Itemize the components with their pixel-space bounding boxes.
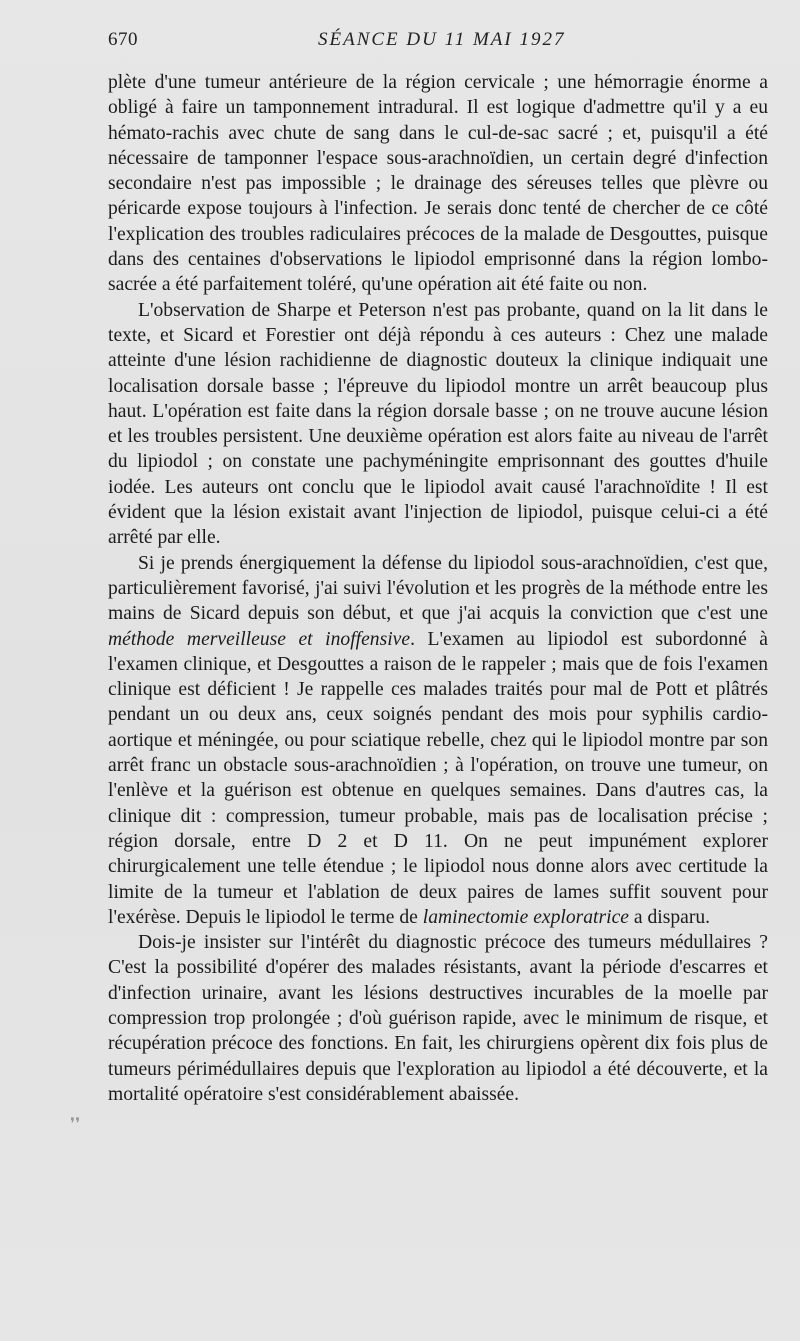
header-title: SÉANCE DU 11 MAI 1927 xyxy=(318,29,566,50)
emphasis-laminectomie: laminectomie exploratrice xyxy=(422,906,629,928)
body-text xyxy=(108,70,768,1107)
paragraph-text-segment: . L'examen au lipiodol est subordonné à l'examen clinique, et Desgouttes a raison de le rappeler ; mais que de fois l'examen clinique est déficient ! Je rappelle ces malades traités pour mal de Pott et plâtrés pendant un ou deux ans, ceux soignés pendant des mois pour syphilis cardio-aortique et méningée, ou pour sciatique rebelle, chez qui le lipiodol montre par son arrêt franc un obstacle sous-arachnoïdien ; à l'opération, on trouve une tumeur, on l'enlève et la guérison est obtenue en quelques semaines. Dans d'autres cas, la clinique dit : compression, tumeur probable, mais pas de localisation précise ; région dorsale, entre D 2 et D 11. On ne peut impunément explorer chirurgicalement une telle étendue ; le lipiodol nous donne alors avec certitude la limite de la tumeur et l'ablation de deux paires de lames suffit souvent pour l'exérèse. Depuis le lipiodol le terme de xyxy=(108,628,769,928)
paragraph-defense-lipiodol xyxy=(108,551,768,930)
running-header xyxy=(0,26,800,54)
page-number: 670 xyxy=(108,29,138,50)
paragraph-text-segment: a disparu. xyxy=(628,906,711,928)
emphasis-methode: méthode merveilleuse et inoffensive xyxy=(108,628,411,650)
paragraph-diagnostic-precoce: Dois-je insister sur l'intérêt du diagnostic précoce des tumeurs médullaires ? C'est la possibilité d'opérer des malades résistants, avant la période d'escarres et d'infection urinaire, avant les lésions destructives incurables de la moelle par compression trop prolongée ; d'où guérison rapide, avec le minimum de risque, et récupération précoce des fonctions. En fait, les chirurgiens opèrent dix fois plus de tumeurs périmédullaires depuis que l'exploration au lipiodol a été découverte, et la mortalité opératoire s'est considérablement abaissée. xyxy=(108,932,768,1105)
paragraph-text-segment: Si je prends énergiquement la défense du lipiodol sous-arachnoïdien, c'est que, particulièrement favorisé, j'ai suivi l'évolution et les progrès de la méthode entre les mains de Sicard depuis son début, et que j'ai acquis la conviction que c'est une xyxy=(108,552,768,625)
margin-mark: ❜❜ xyxy=(70,1116,81,1133)
paragraph-sharpe-peterson: L'observation de Sharpe et Peterson n'est pas probante, quand on la lit dans le texte, et Sicard et Forestier ont déjà répondu à ces auteurs : Chez une malade atteinte d'une lésion rachidienne de diagnostic douteux la clinique indiquait une localisation dorsale basse ; l'épreuve du lipiodol montre un arrêt beaucoup plus haut. L'opération est faite dans la région dorsale basse ; on ne trouve aucune lésion et les troubles persistent. Une deuxième opération est alors faite au niveau de l'arrêt du lipiodol ; on constate une pachyméningite emprisonnant des gouttes d'huile iodée. Les auteurs ont conclu que le lipiodol avait causé l'arachnoïdite ! Il est évident que la lésion existait avant l'injection de lipiodol, puisque celui-ci a été arrêté par elle. xyxy=(108,299,768,549)
paragraph-continued: plète d'une tumeur antérieure de la région cervicale ; une hémorragie énorme a obligé à faire un tamponnement intradural. Il est logique d'admettre qu'il y a eu hémato-rachis avec chute de sang dans le cul-de-sac sacré ; et, puisqu'il a été nécessaire de tamponner l'espace sous-arachnoïdien, un certain degré d'infection secondaire n'est pas impossible ; le drainage des séreuses telles que plèvre ou péricarde expose toujours à l'infection. Je serais donc tenté de chercher de ce côté l'explication des troubles radiculaires précoces de la malade de Desgouttes, puisque dans des centaines d'observations le lipiodol emprisonné dans la région lombo-sacrée a été parfaitement toléré, qu'une opération ait été faite ou non. xyxy=(108,72,768,296)
